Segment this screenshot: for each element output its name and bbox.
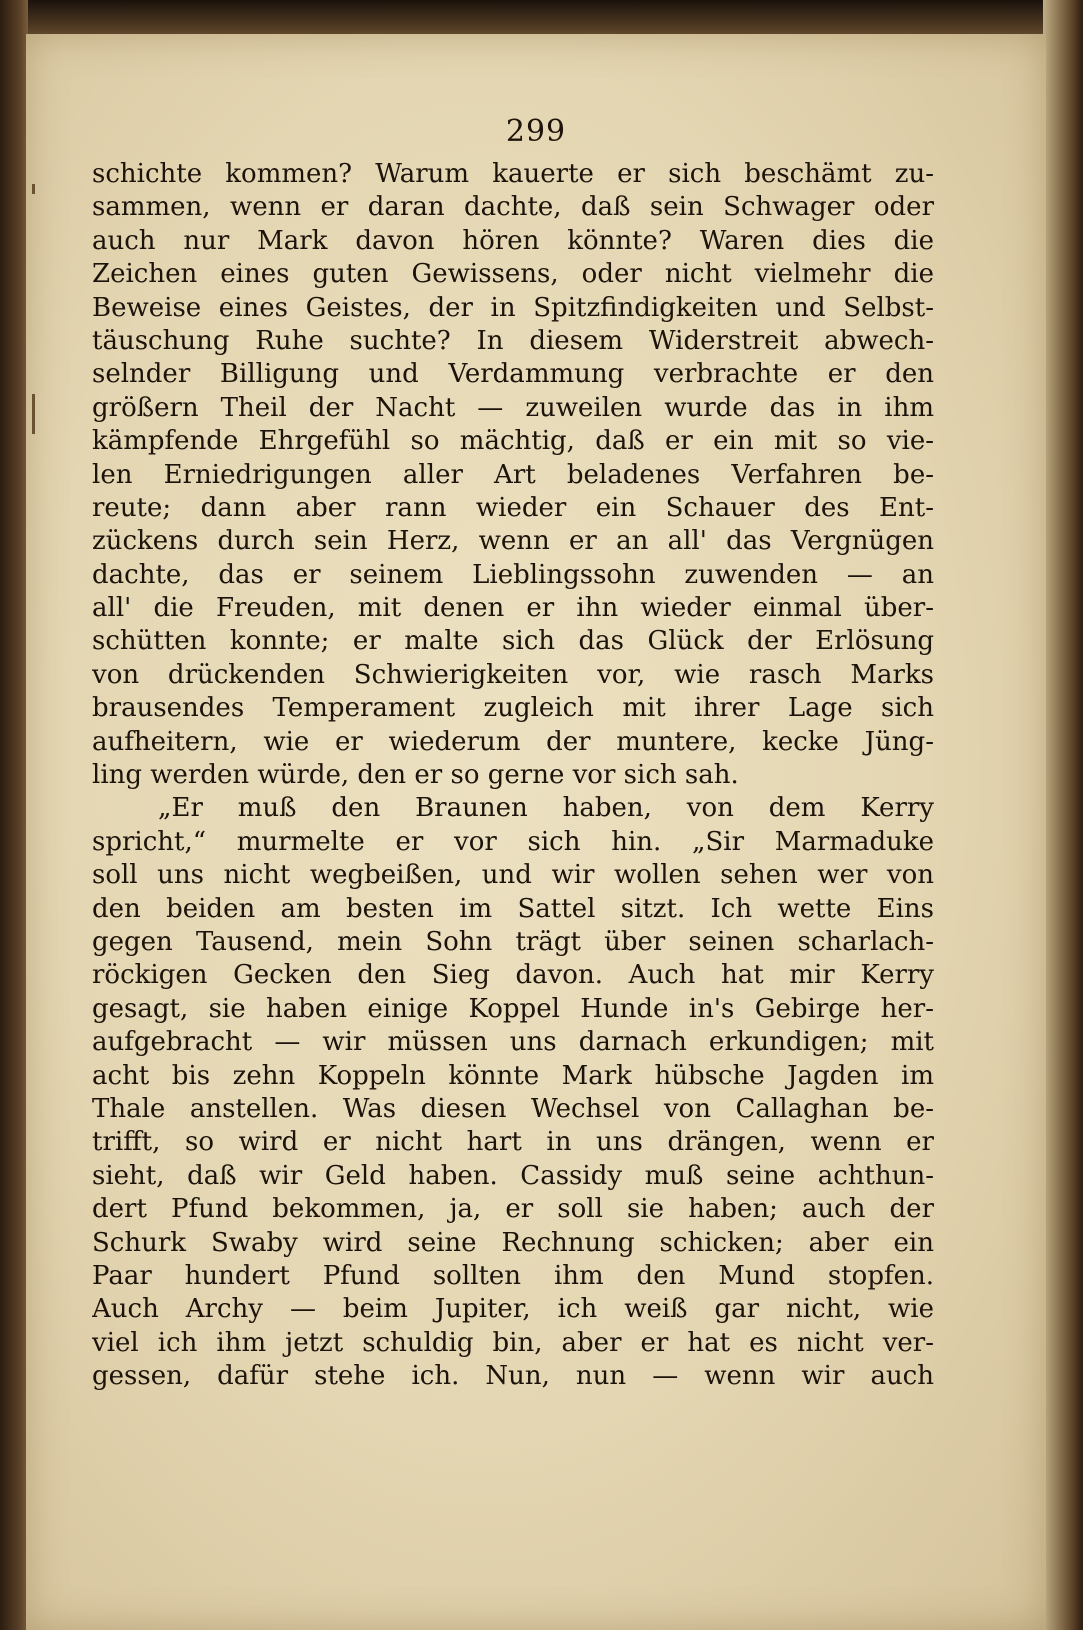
text-line: Paar hundert Pfund sollten ihm den Mund stopfen. bbox=[92, 1260, 934, 1291]
text-line: brausendes Temperament zugleich mit ihrer Lage sich bbox=[92, 693, 934, 724]
text-line: selnder Billigung und Verdammung verbrachte er den bbox=[92, 359, 934, 390]
text-line: gessen, dafür stehe ich. Nun, nun — wenn wir auch bbox=[92, 1361, 934, 1392]
text-line: dert Pfund bekommen, ja, er soll sie haben; auch der bbox=[92, 1194, 934, 1225]
text-line: acht bis zehn Koppeln könnte Mark hübsche Jagden im bbox=[92, 1060, 934, 1091]
paragraph-start-line: „Er muß den Braunen haben, von dem Kerry bbox=[158, 793, 934, 824]
margin-mark bbox=[32, 184, 35, 194]
text-line: schütten konnte; er malte sich das Glück der Erlösung bbox=[92, 626, 934, 657]
text-line: viel ich ihm jetzt schuldig bin, aber er hat es nicht ver- bbox=[92, 1327, 934, 1358]
text-line: aufheitern, wie er wiederum der muntere, kecke Jüng- bbox=[92, 726, 934, 757]
text-line: zückens durch sein Herz, wenn er an all' das Vergnügen bbox=[92, 526, 934, 557]
text-line: all' die Freuden, mit denen er ihn wieder einmal über- bbox=[92, 593, 934, 624]
text-line: Schurk Swaby wird seine Rechnung schicken; aber ein bbox=[92, 1227, 934, 1258]
text-line: größern Theil der Nacht — zuweilen wurde das in ihm bbox=[92, 392, 934, 423]
text-line: röckigen Gecken den Sieg davon. Auch hat mir Kerry bbox=[92, 960, 934, 991]
text-line: reute; dann aber rann wieder ein Schauer des Ent- bbox=[92, 492, 934, 523]
text-line: sammen, wenn er daran dachte, daß sein Schwager oder bbox=[92, 192, 934, 223]
margin-mark bbox=[32, 394, 35, 434]
text-line: täuschung Ruhe suchte? In diesem Widerstreit abwech- bbox=[92, 325, 934, 356]
text-line: sieht, daß wir Geld haben. Cassidy muß seine achthun- bbox=[92, 1160, 934, 1191]
book-fore-edge bbox=[1043, 0, 1083, 1630]
text-line: Zeichen eines guten Gewissens, oder nicht vielmehr die bbox=[92, 259, 934, 290]
text-line: kämpfende Ehrgefühl so mächtig, daß er ein mit so vie- bbox=[92, 426, 934, 457]
text-line: aufgebracht — wir müssen uns darnach erkundigen; mit bbox=[92, 1027, 934, 1058]
body-text bbox=[92, 158, 934, 1393]
text-line: Thale anstellen. Was diesen Wechsel von Callaghan be- bbox=[92, 1093, 934, 1124]
text-line: gesagt, sie haben einige Koppel Hunde in's Gebirge her- bbox=[92, 993, 934, 1024]
text-line: gegen Tausend, mein Sohn trägt über seinen scharlach- bbox=[92, 926, 934, 957]
text-line: len Erniedrigungen aller Art beladenes Verfahren be- bbox=[92, 459, 934, 490]
page-number: 299 bbox=[505, 114, 567, 149]
book-page bbox=[26, 34, 1046, 1630]
text-line: auch nur Mark davon hören könnte? Waren dies die bbox=[92, 225, 934, 256]
text-line: Beweise eines Geistes, der in Spitzfindigkeiten und Selbst- bbox=[92, 292, 934, 323]
text-line: Auch Archy — beim Jupiter, ich weiß gar nicht, wie bbox=[92, 1294, 934, 1325]
book-spine-edge bbox=[0, 0, 28, 1630]
text-line: von drückenden Schwierigkeiten vor, wie rasch Marks bbox=[92, 659, 934, 690]
text-line: dachte, das er seinem Lieblingssohn zuwenden — an bbox=[92, 559, 934, 590]
text-line: spricht,“ murmelte er vor sich hin. „Sir Marmaduke bbox=[92, 826, 934, 857]
text-line: trifft, so wird er nicht hart in uns drängen, wenn er bbox=[92, 1127, 934, 1158]
text-line: schichte kommen? Warum kauerte er sich beschämt zu- bbox=[92, 159, 934, 189]
text-line: den beiden am besten im Sattel sitzt. Ich wette Eins bbox=[92, 893, 934, 924]
text-line: soll uns nicht wegbeißen, und wir wollen sehen wer von bbox=[92, 860, 934, 891]
paragraph-end-line: ling werden würde, den er so gerne vor sich sah. bbox=[92, 760, 739, 791]
